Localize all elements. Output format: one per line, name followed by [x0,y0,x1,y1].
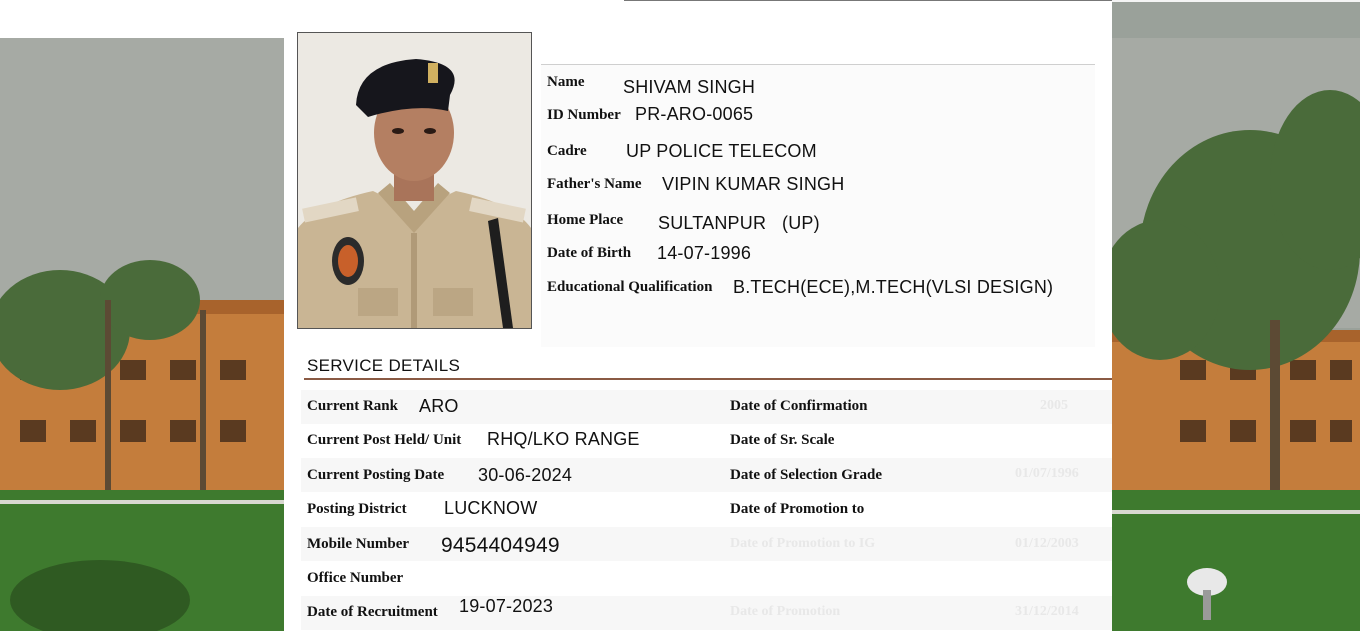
father-name-value: VIPIN KUMAR SINGH [662,174,845,194]
home-state-value: (UP) [782,213,820,233]
selection-grade-date-label: Date of Selection Grade [730,467,883,483]
home-city-value: SULTANPUR [658,213,767,233]
confirmation-date-label: Date of Confirmation [730,398,868,414]
faint-label-promotion: Date of Promotion [730,604,841,619]
faint-value-1: 2005 [1040,398,1068,413]
name-value: SHIVAM SINGH [623,77,756,97]
mobile-number-value: 9454404949 [441,534,560,557]
current-rank-value: ARO [419,396,459,416]
officer-portrait-image [298,33,531,328]
current-rank-label: Current Rank [307,398,398,414]
cadre-label: Cadre [547,143,587,159]
id-number-value: PR-ARO-0065 [635,104,754,124]
service-row-6 [301,562,1112,596]
id-number-label: ID Number [547,107,621,123]
top-strip-left [0,0,284,38]
top-strip-right [1112,0,1360,2]
faint-value-4: 31/12/2014 [1015,604,1079,619]
education-value: B.TECH(ECE),M.TECH(VLSI DESIGN) [733,277,1054,297]
current-post-value: RHQ/LKO RANGE [487,429,640,449]
service-details-title: SERVICE DETAILS [307,356,461,375]
faint-label-ig: Date of Promotion to IG [730,536,876,551]
recruitment-date-value: 19-07-2023 [459,596,554,616]
posting-date-value: 30-06-2024 [478,465,573,485]
posting-district-label: Posting District [307,501,407,517]
sr-scale-date-label: Date of Sr. Scale [730,432,835,448]
father-name-label: Father's Name [547,176,642,192]
promotion-date-label: Date of Promotion to [730,501,865,517]
name-label: Name [547,74,585,90]
mobile-number-label: Mobile Number [307,536,410,552]
office-number-label: Office Number [307,570,404,586]
education-label: Educational Qualification [547,279,713,295]
posting-date-label: Current Posting Date [307,467,445,483]
service-details-header [304,352,1112,380]
cadre-value: UP POLICE TELECOM [626,141,817,161]
home-place-label: Home Place [547,212,624,228]
posting-district-value: LUCKNOW [444,498,538,518]
personal-info-panel [541,64,1095,347]
recruitment-date-label: Date of Recruitment [307,604,438,620]
service-row-5 [301,527,1112,561]
dob-value: 14-07-1996 [657,243,752,263]
current-post-label: Current Post Held/ Unit [307,432,462,448]
faint-value-2: 01/07/1996 [1015,466,1079,481]
officer-photo [297,32,532,329]
dob-label: Date of Birth [547,245,632,261]
service-row-4 [301,493,1112,527]
card-top-rule [624,0,1112,1]
faint-value-3: 01/12/2003 [1015,536,1079,551]
